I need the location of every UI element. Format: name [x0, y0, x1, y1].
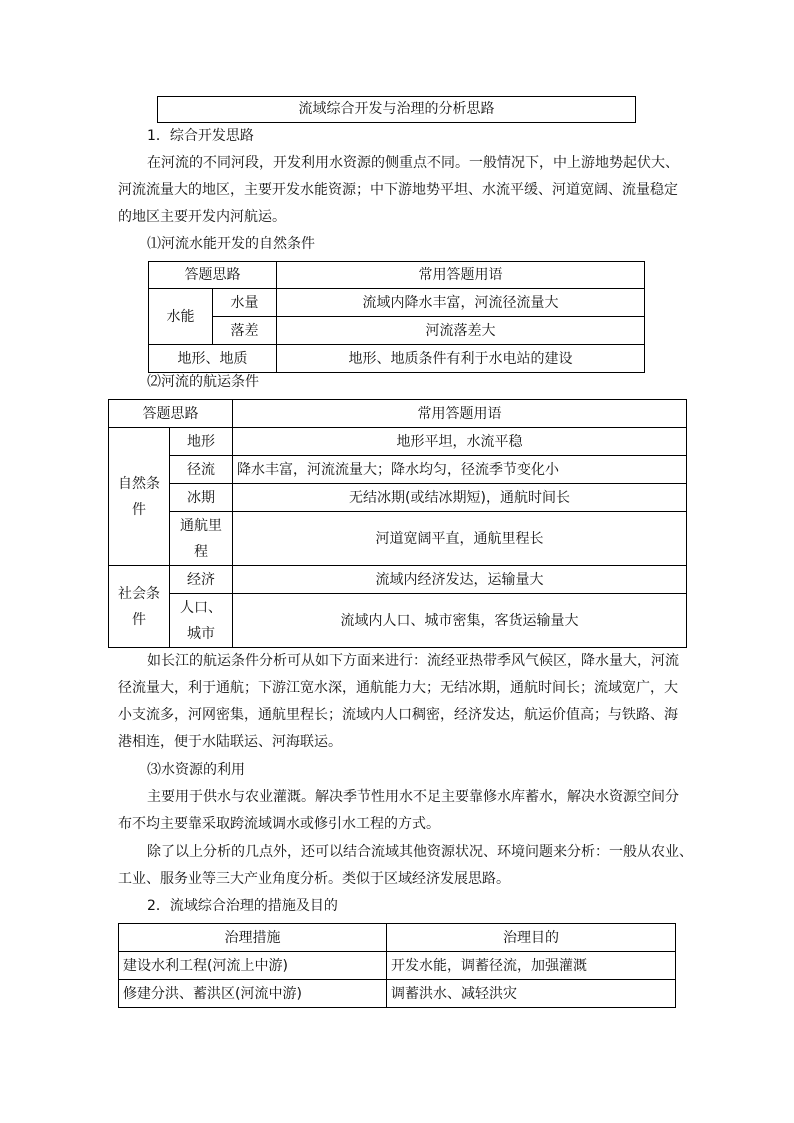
table-navigation	[108, 399, 687, 648]
table-row	[109, 428, 687, 456]
table-cell: 冰期	[170, 484, 233, 512]
table-header-cell: 常用答题用语	[277, 262, 645, 289]
para1-line1: 在河流的不同河段，开发利用水资源的侧重点不同。一般情况下，中上游地势起伏大、	[147, 155, 679, 171]
table-governance	[118, 923, 676, 1008]
para1-line3: 的地区主要开发内河航运。	[118, 209, 286, 225]
table-row	[109, 594, 687, 648]
table-row	[119, 952, 676, 980]
table-cell: 调蓄洪水、减轻洪灾	[387, 980, 676, 1008]
table-row	[149, 262, 645, 289]
heading-1: 1．综合开发思路	[147, 128, 254, 144]
subheading-water-use: ⑶水资源的利用	[147, 762, 245, 778]
table-group-cell: 水能	[149, 289, 213, 345]
table-cell: 地形、地质	[149, 345, 277, 373]
table-row	[109, 512, 687, 566]
para1-line2: 河流流量大的地区，主要开发水能资源；中下游地势平坦、水流平缓、河道宽阔、流量稳定	[118, 182, 678, 198]
para4-line1: 除了以上分析的几点外，还可以结合流域其他资源状况、环境问题来分析：一般从农业、	[147, 844, 693, 860]
table-cell: 地形平坦，水流平稳	[233, 428, 687, 456]
para3-line2: 布不均主要靠采取跨流域调水或修引水工程的方式。	[118, 816, 440, 832]
table-cell: 人口、城市	[170, 594, 233, 648]
para3-line1: 主要用于供水与农业灌溉。解决季节性用水不足主要靠修水库蓄水，解决水资源空间分	[147, 789, 679, 805]
table-cell: 落差	[213, 317, 277, 345]
table-row	[149, 345, 645, 373]
heading-2: 2．流域综合治理的措施及目的	[147, 898, 338, 914]
table-row	[149, 317, 645, 345]
table-cell: 河道宽阔平直，通航里程长	[233, 512, 687, 566]
table-cell: 经济	[170, 566, 233, 594]
para4-line2: 工业、服务业等三大产业角度分析。类似于区域经济发展思路。	[118, 871, 510, 887]
table-header-cell: 治理措施	[119, 924, 387, 952]
table-cell: 地形	[170, 428, 233, 456]
para2-line4: 港相连，便于水陆联运、河海联运。	[118, 734, 342, 750]
table-cell: 流域内降水丰富，河流径流量大	[277, 289, 645, 317]
table-cell: 建设水利工程(河流上中游)	[119, 952, 387, 980]
table-cell: 径流	[170, 456, 233, 484]
table-cell: 修建分洪、蓄洪区(河流中游)	[119, 980, 387, 1008]
table-cell: 降水丰富，河流流量大；降水均匀，径流季节变化小	[233, 456, 687, 484]
table-row	[109, 400, 687, 428]
table-hydropower	[148, 261, 645, 373]
table-group-cell: 社会条件	[109, 566, 170, 648]
table-header-cell: 常用答题用语	[233, 400, 687, 428]
table-cell: 水量	[213, 289, 277, 317]
table-cell: 流域内经济发达，运输量大	[233, 566, 687, 594]
table-cell: 地形、地质条件有利于水电站的建设	[277, 345, 645, 373]
subheading-navigation: ⑵河流的航运条件	[147, 374, 259, 390]
para2-line2: 径流量大，利于通航；下游江宽水深，通航能力大；无结冰期，通航时间长；流域宽广，大	[118, 680, 678, 696]
table-row	[109, 566, 687, 594]
table-header-cell: 答题思路	[109, 400, 233, 428]
section-title: 流域综合开发与治理的分析思路	[157, 96, 636, 123]
table-row	[149, 289, 645, 317]
table-cell: 无结冰期(或结冰期短)，通航时间长	[233, 484, 687, 512]
subheading-hydropower: ⑴河流水能开发的自然条件	[147, 236, 315, 252]
table-row	[109, 456, 687, 484]
table-header-cell: 答题思路	[149, 262, 277, 289]
para2-line1: 如长江的航运条件分析可从如下方面来进行：流经亚热带季风气候区，降水量大，河流	[147, 653, 679, 669]
table-row	[119, 924, 676, 952]
table-group-cell: 自然条件	[109, 428, 170, 566]
table-header-cell: 治理目的	[387, 924, 676, 952]
table-cell: 流域内人口、城市密集，客货运输量大	[233, 594, 687, 648]
table-row	[109, 484, 687, 512]
table-cell: 通航里程	[170, 512, 233, 566]
para2-line3: 小支流多，河网密集，通航里程长；流域内人口稠密，经济发达，航运价值高；与铁路、海	[118, 707, 678, 723]
table-cell: 开发水能，调蓄径流，加强灌溉	[387, 952, 676, 980]
table-row	[119, 980, 676, 1008]
table-cell: 河流落差大	[277, 317, 645, 345]
